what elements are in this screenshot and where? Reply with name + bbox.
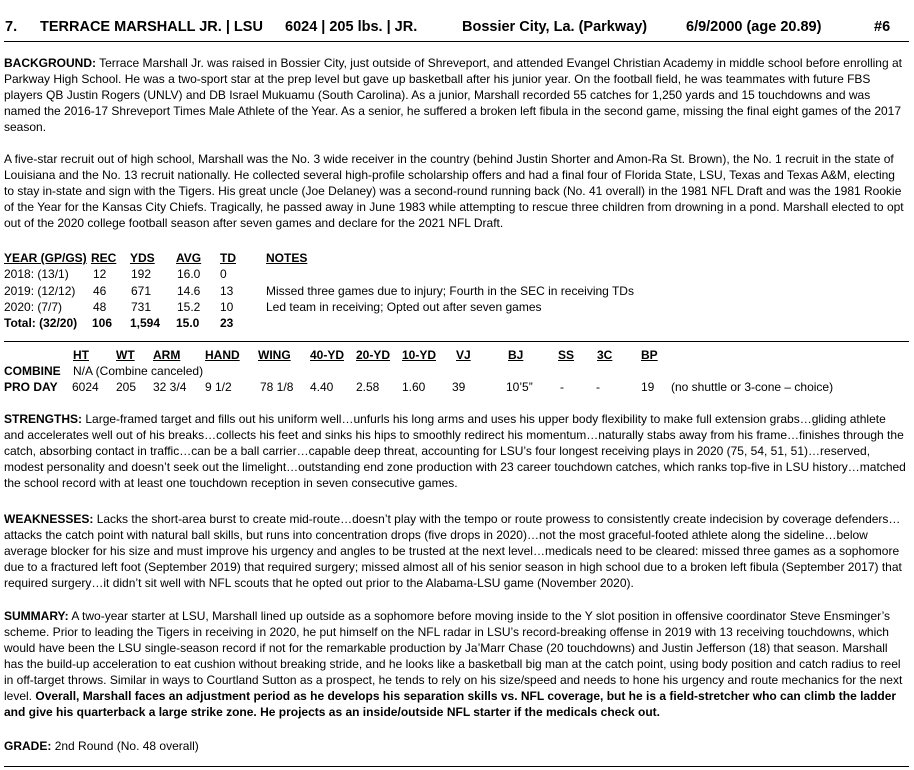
combine-col-wing: WING bbox=[258, 348, 291, 362]
stats-col-rec: REC bbox=[91, 251, 117, 265]
stats-col-notes: NOTES bbox=[266, 251, 308, 265]
grade-line bbox=[4, 738, 908, 754]
stats-cell-rec: 12 bbox=[93, 267, 107, 281]
proday-wing: 78 1/8 bbox=[260, 380, 294, 394]
combine-row bbox=[4, 363, 909, 379]
stats-cell-year: Total: (32/20) bbox=[4, 316, 78, 330]
proday-ht: 6024 bbox=[72, 380, 99, 394]
combine-col-wt: WT bbox=[116, 348, 135, 362]
proday-bp: 19 bbox=[641, 380, 655, 394]
combine-col-40yd: 40-YD bbox=[310, 348, 345, 362]
prospect-rank: 7. bbox=[5, 19, 18, 35]
combine-col-3c: 3C bbox=[597, 348, 613, 362]
combine-col-arm: ARM bbox=[153, 348, 181, 362]
stats-cell-avg: 15.2 bbox=[177, 300, 201, 314]
combine-col-bp: BP bbox=[641, 348, 658, 362]
strengths-paragraph bbox=[4, 411, 908, 491]
stats-cell-rec: 46 bbox=[93, 284, 107, 298]
proday-wt: 205 bbox=[116, 380, 137, 394]
stats-col-avg: AVG bbox=[176, 251, 202, 265]
combine-col-ht: HT bbox=[73, 348, 89, 362]
combine-col-vj: VJ bbox=[456, 348, 471, 362]
proday-20yd: 2.58 bbox=[356, 380, 380, 394]
prospect-jersey: #6 bbox=[874, 19, 891, 35]
grade-label: GRADE: bbox=[4, 739, 52, 753]
background-paragraph-1 bbox=[4, 55, 908, 135]
combine-col-ss: SS bbox=[558, 348, 575, 362]
stats-row-2020 bbox=[4, 299, 704, 315]
background-text-2: A five-star recruit out of high school, Marshall was the No. 3 wide receiver in the country (behind Justin Shorter and Amon-Ra St. Brown), the No. 1 recruit in the state of Louisiana and the No. 13 recruit nationally. He collected several high-profile scholarship offers and had a final four of Florida State, LSU, Texas and Texas A&M, electing to stay in-state and sign with the Tigers. His great uncle (Joe Delaney) was a second-round running back (No. 41 overall) in the 1981 NFL Draft and was the 1981 Rookie of the Year for the Kansas City Chiefs. Tragically, he passed away in June 1983 while attempting to rescue three children from drowning in a pond. Marshall elected to opt out of the 2020 college football season after seven games and declare for the 2021 NFL Draft. bbox=[4, 152, 904, 230]
stats-row-2018 bbox=[4, 266, 704, 282]
stats-cell-avg: 14.6 bbox=[177, 284, 201, 298]
stats-rule bbox=[4, 341, 909, 342]
proday-ss: - bbox=[560, 380, 564, 394]
proday-row-label: PRO DAY bbox=[4, 380, 58, 394]
stats-cell-notes: Missed three games due to injury; Fourth in the SEC in receiving TDs bbox=[266, 284, 634, 298]
combine-col-10yd: 10-YD bbox=[402, 348, 437, 362]
combine-col-20yd: 20-YD bbox=[356, 348, 391, 362]
combine-row-value: N/A (Combine canceled) bbox=[73, 364, 204, 378]
stats-table bbox=[4, 250, 704, 330]
weaknesses-paragraph bbox=[4, 511, 908, 591]
stats-cell-rec: 106 bbox=[92, 316, 113, 330]
weaknesses-label: WEAKNESSES: bbox=[4, 512, 94, 526]
stats-cell-notes: Led team in receiving; Opted out after seven games bbox=[266, 300, 542, 314]
stats-cell-yds: 671 bbox=[131, 284, 152, 298]
proday-note: (no shuttle or 3-cone – choice) bbox=[671, 380, 834, 394]
proday-10yd: 1.60 bbox=[402, 380, 426, 394]
proday-vj: 39 bbox=[452, 380, 466, 394]
combine-header-row bbox=[4, 347, 909, 363]
summary-paragraph bbox=[4, 608, 908, 720]
stats-header-row bbox=[4, 250, 704, 266]
stats-row-2019 bbox=[4, 283, 704, 299]
combine-col-bj: BJ bbox=[508, 348, 524, 362]
stats-cell-year: 2019: (12/12) bbox=[4, 284, 76, 298]
prospect-measurables: 6024 | 205 lbs. | JR. bbox=[285, 19, 418, 35]
proday-row bbox=[4, 379, 909, 395]
proday-bj: 10’5” bbox=[506, 380, 533, 394]
combine-table bbox=[4, 347, 909, 397]
stats-cell-year: 2020: (7/7) bbox=[4, 300, 63, 314]
summary-text: A two-year starter at LSU, Marshall lined up outside as a sophomore before moving inside to the Y slot position in offensive coordinator Steve Ensminger’s scheme. Prior to leading the Tigers in receiving in 2020, he put himself on the NFL radar in LSU’s record-breaking offense in 2019 with 13 receiving touchdowns, which would have been the LSU single-season record if not for the remarkable production by Ja’Marr Chase (20 touchdowns) and Justin Jefferson (18) that season. Marshall has the build-up acceleration to eat cushion without breaking stride, and he looks like a basketball big man at the catch point, using body position and catch radius to reel in off-target throws. Similar in ways to Courtland Sutton as a prospect, he tends to rely on his size/speed and needs to hone his urgency and route mechanics for the next level. bbox=[4, 609, 903, 703]
stats-cell-yds: 192 bbox=[131, 267, 152, 281]
stats-cell-year: 2018: (13/1) bbox=[4, 267, 69, 281]
prospect-hometown: Bossier City, La. (Parkway) bbox=[462, 19, 648, 35]
proday-arm: 32 3/4 bbox=[153, 380, 187, 394]
stats-cell-rec: 48 bbox=[93, 300, 107, 314]
stats-col-td: TD bbox=[220, 251, 236, 265]
stats-cell-td: 13 bbox=[220, 284, 234, 298]
strengths-text: Large-framed target and fills out his uniform well…unfurls his long arms and uses his upper body flexibility to make full extension grabs…gliding athlete and accelerates well out of his breaks…collects his feet and sinks his hips to smoothly redirect his momentum…naturally stabs away from his frame…finishes through the catch, absorbing contact in traffic…can be a ball carrier…capable deep threat, accounting for LSU’s four longest receiving plays in 2020 (75, 54, 51, 51)…reserved, modest personality and doesn’t seek out the limelight…outstanding end zone production with 23 career touchdown catches, which ranks top-five in LSU history…matched the school record with at least one touchdown reception in seven consecutive games. bbox=[4, 412, 906, 490]
combine-col-hand: HAND bbox=[205, 348, 240, 362]
stats-cell-avg: 16.0 bbox=[177, 267, 201, 281]
summary-conclusion: Overall, Marshall faces an adjustment period as he develops his separation skills vs. NFL coverage, but he is a field-stretcher who can climb the ladder and give his quarterback a large strike zone. He projects as an inside/outside NFL starter if the medicals check out. bbox=[4, 689, 897, 719]
grade-value: 2nd Round (No. 48 overall) bbox=[54, 739, 199, 753]
stats-cell-td: 0 bbox=[220, 267, 227, 281]
weaknesses-text: Lacks the short-area burst to create mid-route…doesn’t play with the tempo or route prowess to consistently create indecision by coverage defenders…attacks the catch point with natural ball skills, but runs into concentration drops (five drops in 2020)…not the most graceful-footed athlete along the sideline…below average blocker for his size and must improve his urgency and angles to be trusted at the next level…medicals need to be cleared: missed three games as a sophomore due to a fractured left foot (September 2019) that required surgery; missed almost all of his senior season in high school due to a broken left fibula (September 2017) that required surgery…it didn’t sit well with NFL scouts that he opted out prior to the Alabama-LSU game (November 2020). bbox=[4, 512, 902, 590]
prospect-birthdate: 6/9/2000 (age 20.89) bbox=[686, 19, 822, 35]
proday-3c: - bbox=[596, 380, 600, 394]
background-paragraph-2 bbox=[4, 151, 908, 231]
background-label: BACKGROUND: bbox=[4, 56, 96, 70]
background-text-1: Terrace Marshall Jr. was raised in Bossier City, just outside of Shreveport, and attended Evangel Christian Academy in middle school before enrolling at Parkway High School. He was a two-sport star at the prep level but gave up basketball after his junior year. On the football field, he was teammates with future FBS players QB Justin Rogers (UNLV) and DB Israel Mukuamu (South Carolina). As a junior, Marshall recorded 55 catches for 1,250 yards and 15 touchdowns and was named the 2016-17 Shreveport Times Male Athlete of the Year. As a senior, he suffered a broken left fibula in the second game, missing the final eight games of the 2017 season. bbox=[4, 56, 902, 134]
stats-col-year: YEAR (GP/GS) bbox=[4, 251, 87, 265]
stats-cell-yds: 1,594 bbox=[130, 316, 161, 330]
header-rule bbox=[4, 41, 909, 42]
proday-40yd: 4.40 bbox=[310, 380, 334, 394]
proday-hand: 9 1/2 bbox=[205, 380, 232, 394]
stats-cell-td: 23 bbox=[220, 316, 234, 330]
prospect-name-school: TERRACE MARSHALL JR. | LSU bbox=[40, 19, 263, 35]
stats-cell-yds: 731 bbox=[131, 300, 152, 314]
summary-label: SUMMARY: bbox=[4, 609, 69, 623]
combine-row-label: COMBINE bbox=[4, 364, 61, 378]
footer-rule bbox=[4, 766, 909, 767]
stats-cell-td: 10 bbox=[220, 300, 234, 314]
strengths-label: STRENGTHS: bbox=[4, 412, 82, 426]
stats-row-total bbox=[4, 315, 704, 331]
stats-col-yds: YDS bbox=[130, 251, 155, 265]
prospect-header bbox=[5, 16, 910, 38]
stats-cell-avg: 15.0 bbox=[176, 316, 200, 330]
